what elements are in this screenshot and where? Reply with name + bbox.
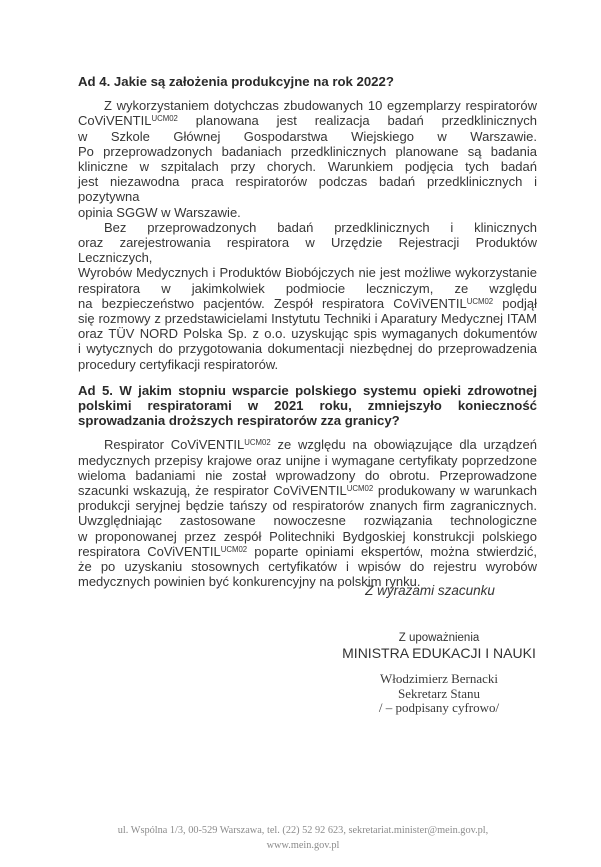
paragraph-line: medycznych powinien być konkurencyjny na polskim rynku. — [78, 574, 421, 590]
paragraph-line: w proponowanej przez zespół Politechniki Bydgoskiej konstrukcji polskiego — [78, 528, 537, 544]
footer-address-line: ul. Wspólna 1/3, 00-529 Warszawa, tel. (22) 52 92 623, sekretariat.minister@mein.gov.pl, — [117, 825, 489, 836]
authorization-line: Z upoważnienia — [398, 632, 480, 644]
paragraph-line: że po uzyskaniu stosownych certyfikatów i wpisów do rejestru wyrobów — [78, 559, 537, 575]
paragraph-line: respiratora w jakimkolwiek podmiocie leczniczym, ze względu — [78, 280, 537, 296]
heading-line: Ad 5. W jakim stopniu wsparcie polskiego systemu opieki zdrowotnej — [78, 382, 537, 398]
paragraph-line: jest niezawodna praca respiratorów podczas badań przedklinicznych i pozytywna — [78, 174, 537, 205]
paragraph-line: i wytycznych do przygotowania dokumentacji niezbędnej do przeprowadzenia — [78, 341, 537, 357]
paragraph-line: CoViVENTIL$^{UCM02}$ planowana jest realizacja badań przedklinicznych — [78, 113, 537, 129]
signer-details — [308, 672, 570, 716]
paragraph-line: oraz zarejestrowania respiratora w Urzędzie Rejestracji Produktów Leczniczych, — [78, 235, 537, 266]
paragraph-line: Uwzględniając zastosowane nowoczesne rozwiązania technologiczne — [78, 513, 537, 529]
paragraph — [78, 437, 537, 589]
paragraph-line: opinia SGGW w Warszawie. — [78, 204, 241, 220]
paragraph-line: w Szkole Głównej Gospodarstwa Wiejskiego w Warszawie. — [78, 128, 537, 144]
heading-line: Ad 4. Jakie są założenia produkcyjne na rok 2022? — [78, 74, 394, 89]
page-footer — [5, 823, 601, 853]
superscript-model-code: UCM02 — [220, 544, 248, 554]
superscript-model-code: UCM02 — [466, 296, 494, 306]
paragraph-line: na bezpieczeństwo pacjentów. Zespół respiratora CoViVENTIL$^{UCM02}$ podjął — [78, 295, 537, 311]
paragraph-line: respiratora CoViVENTIL$^{UCM02}$ poparte opiniami ekspertów, można stwierdzić, — [78, 543, 537, 559]
document-body — [78, 74, 537, 590]
footer-website: www.mein.gov.pl — [266, 840, 340, 851]
superscript-model-code: UCM02 — [151, 114, 178, 124]
section-heading — [78, 74, 537, 89]
paragraph-line: Respirator CoViVENTIL$^{UCM02}$ ze względu na obowiązujące dla urządzeń — [104, 437, 537, 453]
superscript-model-code: UCM02 — [346, 484, 374, 494]
paragraph-line: szacunki wskazują, że respirator CoViVENTIL$^{UCM02}$ produkowany w warunkach — [78, 483, 537, 499]
closing-phrase: Z wyrazami szacunku — [365, 583, 495, 598]
paragraph-line: Bez przeprowadzonych badań przedklinicznych i klinicznych — [104, 219, 537, 235]
paragraph-line: medycznych przepisy krajowe oraz unijne i wymagane certyfikaty poprzedzone — [78, 452, 537, 468]
paragraph-line: Po przeprowadzonych badaniach przedklinicznych planowane są badania — [78, 143, 537, 159]
digital-signature-note: / – podpisany cyfrowo/ — [378, 700, 500, 715]
paragraph — [78, 220, 537, 372]
heading-line: polskimi respiratorami w 2021 roku, zmniejszyło konieczność — [78, 398, 537, 414]
signer-title: Sekretarz Stanu — [398, 685, 480, 701]
heading-line: sprowadzania droższych respiratorów zza granicy? — [78, 413, 400, 429]
paragraph-line: Wyrobów Medycznych i Produktów Biobójczych nie jest możliwe wykorzystanie — [78, 265, 537, 281]
paragraph-line: wieloma badaniami nie został wprowadzony do obrotu. Przeprowadzone — [78, 467, 537, 483]
paragraph-line: kliniczne w szpitalach przy chorych. Warunkiem podjęcia tych badań — [78, 159, 537, 175]
authority-name: MINISTRA EDUKACJI I NAUKI — [342, 644, 536, 661]
paragraph — [78, 98, 537, 220]
superscript-model-code: UCM02 — [244, 438, 271, 448]
paragraph-line: się rozmowy z przedstawicielami Instytutu Techniki i Aparatury Medycznej ITAM — [78, 311, 537, 327]
paragraph-line: Z wykorzystaniem dotychczas zbudowanych 10 egzemplarzy respiratorów — [104, 98, 537, 114]
signature-block — [308, 632, 570, 716]
paragraph-line: procedury certyfikacji respiratorów. — [78, 356, 279, 372]
section-heading — [78, 383, 537, 429]
paragraph-line: oraz TÜV NORD Polska Sp. z o.o. uzyskując spis wymaganych dokumentów — [78, 326, 537, 342]
paragraph-line: produkcji seryjnej będzie tańszy od respiratorów znanych firm zagranicznych. — [78, 498, 537, 514]
signer-name: Włodzimierz Bernacki — [379, 671, 499, 686]
